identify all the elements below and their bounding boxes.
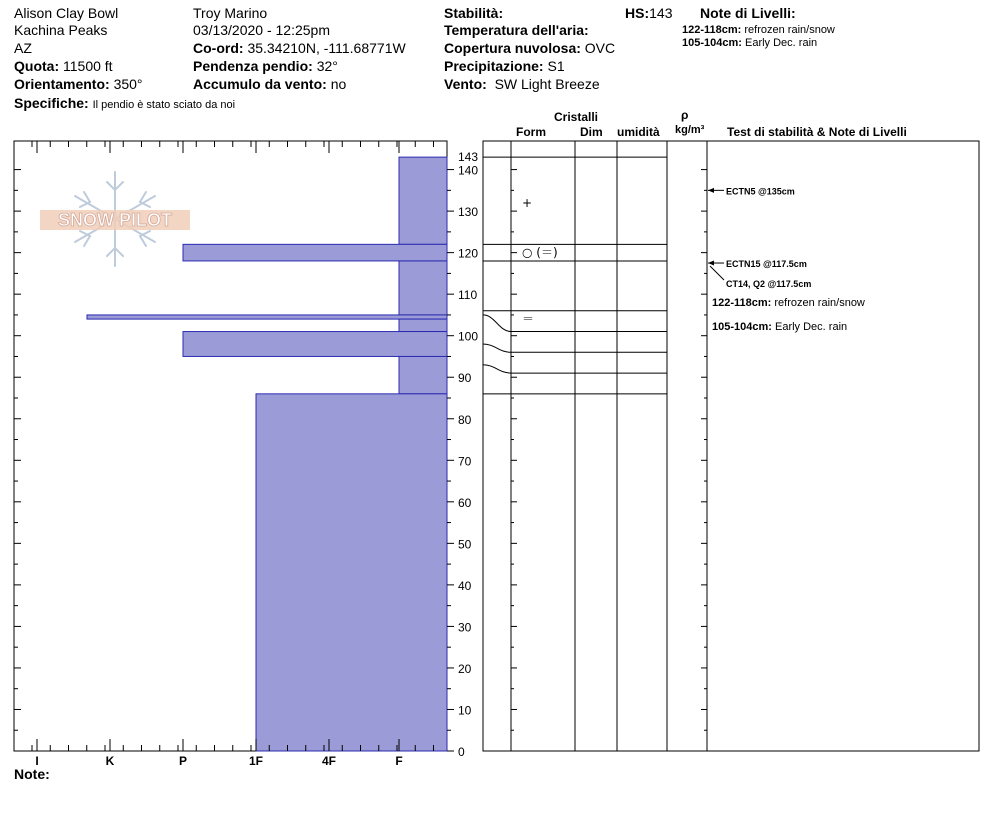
layer-note-range: 105-104cm:: [682, 37, 742, 49]
size-header: Dim: [580, 125, 603, 139]
layer-note-range: 122-118cm:: [712, 297, 775, 309]
height-tick-label: 30: [458, 620, 472, 635]
height-tick-label: 80: [458, 412, 472, 427]
wind-loading-value: no: [330, 76, 347, 92]
coord-label: Co-ord:: [193, 40, 244, 56]
observation-datetime: 03/13/2020 - 12:25pm: [193, 22, 330, 38]
height-tick-label: 20: [458, 661, 472, 676]
density-unit: kg/m³: [675, 124, 705, 136]
hardness-bar: [399, 157, 447, 244]
hardness-tick-label: 4F: [321, 754, 337, 768]
layer-note-range: 122-118cm:: [682, 24, 742, 36]
hardness-bar: [399, 356, 447, 393]
crystals-header: Cristalli: [554, 110, 599, 124]
logo-text: SNOW PILOT: [58, 210, 172, 230]
range-name: Kachina Peaks: [14, 22, 108, 38]
stability-test-label: ECTN5 @135cm: [726, 186, 795, 197]
hardness-tick-label: K: [105, 754, 115, 768]
height-tick-label: 130: [458, 205, 479, 220]
precip-label: Precipitazione:: [444, 58, 544, 74]
observer-name: Troy Marino: [193, 5, 268, 21]
hardness-bar: [183, 244, 447, 261]
form-header: Form: [516, 125, 546, 139]
hardness-bar: [87, 315, 447, 319]
precip-value: S1: [547, 58, 565, 74]
stability-label: Stabilità:: [444, 5, 504, 21]
slope-label: Pendenza pendio:: [193, 58, 313, 74]
boundary-connector: [483, 315, 511, 332]
location-name: Alison Clay Bowl: [14, 5, 119, 21]
aspect-value: 350°: [113, 76, 143, 92]
height-tick-label: 120: [458, 246, 479, 261]
wind-label: Vento:: [444, 76, 487, 92]
boundary-connector: [483, 365, 511, 373]
hs-value: 143: [649, 5, 673, 21]
hardness-bar: [399, 319, 447, 331]
height-tick-label: 140: [458, 163, 479, 178]
density-symbol: ρ: [681, 108, 689, 122]
height-tick-label: 0: [458, 745, 465, 759]
elevation-value: 11500 ft: [63, 58, 113, 74]
layer-note: [712, 297, 865, 309]
grain-form-symbol: +: [522, 195, 533, 210]
wind-loading-label: Accumulo da vento:: [193, 76, 327, 92]
sky-value: OVC: [584, 40, 616, 56]
grain-form-symbol: ＝: [522, 312, 535, 327]
hardness-bar: [256, 394, 447, 751]
hardness-tick-label: I: [35, 754, 39, 768]
sky-label: Copertura nuvolosa:: [444, 40, 581, 56]
height-tick-label: 90: [458, 371, 472, 386]
hardness-bar: [183, 332, 447, 357]
hardness-bar: [399, 261, 447, 315]
height-tick-label: 110: [458, 288, 478, 303]
stability-test-label: CT14, Q2 @117.5cm: [726, 279, 812, 290]
elevation-label: Quota:: [14, 58, 60, 74]
hardness-tick-label: 1F: [248, 754, 264, 768]
height-tick-label: 143: [458, 150, 479, 165]
note-label: Note:: [14, 766, 50, 782]
state-name: AZ: [14, 40, 32, 56]
height-tick-label: 60: [458, 495, 472, 510]
layer-note-text: Early Dec. rain: [745, 37, 818, 49]
layer-note-text: Early Dec. rain: [775, 321, 848, 333]
test-pointer-arrowhead: [708, 188, 714, 193]
moisture-header: umidità: [617, 125, 660, 139]
hardness-tick-label: F: [395, 754, 403, 768]
test-pointer: [710, 266, 724, 280]
wind-value: SW Light Breeze: [494, 76, 600, 92]
height-tick-label: 100: [458, 329, 479, 344]
coord-value: 35.34210N, -111.68771W: [247, 40, 406, 56]
layer-notes-title: Note di Livelli:: [700, 5, 796, 21]
layer-note: [712, 321, 847, 333]
layer-note-text: refrozen rain/snow: [744, 24, 835, 36]
specifics-label: Specifiche:: [14, 95, 89, 111]
test-pointer-arrowhead: [708, 261, 714, 266]
layer-note-text: refrozen rain/snow: [774, 297, 865, 309]
air-temp-label: Temperatura dell'aria:: [444, 22, 589, 38]
height-tick-label: 50: [458, 537, 472, 552]
height-tick-label: 70: [458, 454, 472, 469]
layer-note-range: 105-104cm:: [712, 321, 775, 333]
hardness-tick-label: P: [178, 754, 188, 768]
height-tick-label: 10: [458, 703, 472, 718]
grain-form-symbol: ○ (＝): [522, 245, 558, 260]
layer-table-frame: [483, 141, 979, 751]
slope-value: 32°: [316, 58, 338, 74]
stability-test-label: ECTN15 @117.5cm: [726, 259, 807, 270]
specifics-value: Il pendio è stato sciato da noi: [92, 99, 236, 111]
height-tick-label: 40: [458, 578, 472, 593]
boundary-connector: [483, 344, 511, 352]
hs-label: HS:: [625, 5, 650, 21]
tests-header: Test di stabilità & Note di Livelli: [727, 125, 907, 139]
aspect-label: Orientamento:: [14, 76, 110, 92]
snowpilot-logo: [40, 172, 190, 266]
